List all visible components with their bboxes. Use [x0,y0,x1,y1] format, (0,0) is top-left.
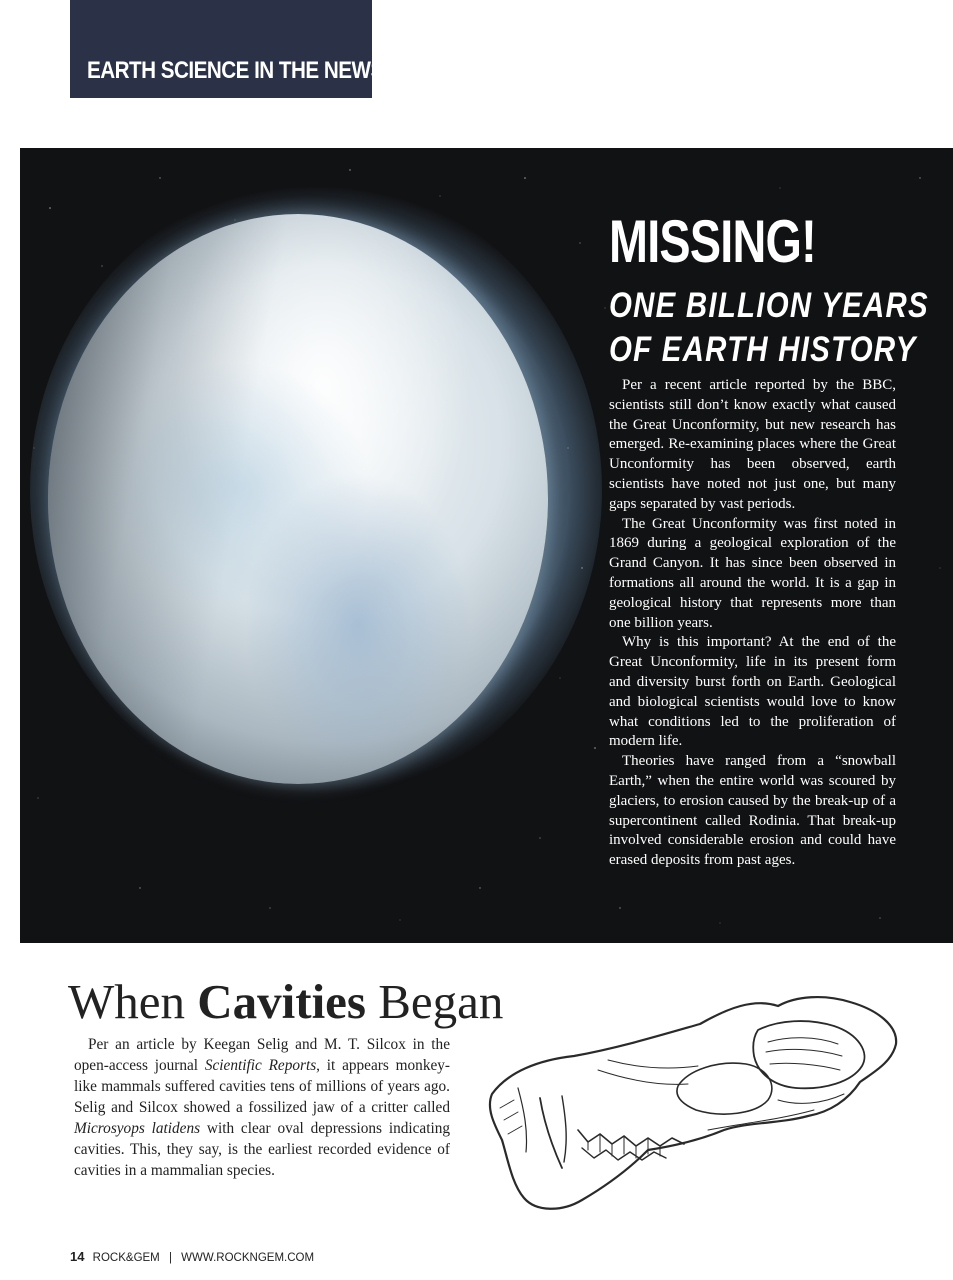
section-tab-label: EARTH SCIENCE IN THE NEWS [87,57,384,84]
footer-separator: | [168,1252,172,1264]
cavities-title-part-3: Began [366,974,504,1029]
cavities-body-text-1: Per an article by Keegan Selig and M. T. Silcox in the open-access journal [74,1036,450,1074]
page-number: 14 [70,1249,85,1264]
section-tab [70,0,384,98]
feature-headline: MISSING! [609,208,816,275]
feature-body [609,376,896,871]
journal-name: Scientific Reports [204,1057,317,1074]
subhead-line-1: ONE BILLION YEARS [609,286,929,325]
page-footer [70,1249,314,1264]
website-link[interactable]: WWW.ROCKNGEM.COM [181,1252,315,1264]
subhead-line-2: OF EARTH HISTORY [609,330,917,369]
cavities-body [74,1034,450,1181]
feature-paragraph-2: The Great Unconformity was first noted in 1869 during a geological exploration of the Grand Canyon. It has since been observed in formations all around the world. It is a gap in geological history that represents more than one billion years. [609,515,896,631]
species-name: Microsyops latidens [74,1120,201,1137]
publication-name: ROCK&GEM [92,1252,160,1264]
cavities-title [68,972,503,1032]
cavities-title-emphasis: Cavities [197,974,366,1029]
cavities-title-part-1: When [68,974,198,1029]
feature-subhead [609,284,929,372]
cavities-body-text-3: with clear oval depressions indicating cavities. This, they say, is the earliest recorded evidence of cavities in a mammalian species. [74,1120,450,1179]
feature-paragraph-1: Per a recent article reported by the BBC, scientists still don’t know exactly what caused the Great Unconformity, but new research has emerged. Re-examining places where the Great Unconformity has been observed, earth scientists have noted not just one, but many gaps separated by vast periods. [609,377,896,512]
cavities-body-text-2: , it appears monkey-like mammals suffered cavities tens of millions of years ago. Selig and Silcox showed a fossilized jaw of a critter called [74,1057,450,1116]
skull-sketch-image [478,990,903,1215]
planet-shading [48,214,548,784]
feature-paragraph-3: Why is this important? At the end of the Great Unconformity, life in its present form and diversity burst forth on Earth. Geological and biological scientists would love to know what conditions led to the proliferation of modern life. [609,634,896,750]
feature-paragraph-4: Theories have ranged from a “snowball Earth,” when the entire world was scoured by glaciers, to erosion caused by the break-up of a supercontinent called Rodinia. That break-up involved considerable erosion and could have erased deposits from past ages. [609,753,896,869]
